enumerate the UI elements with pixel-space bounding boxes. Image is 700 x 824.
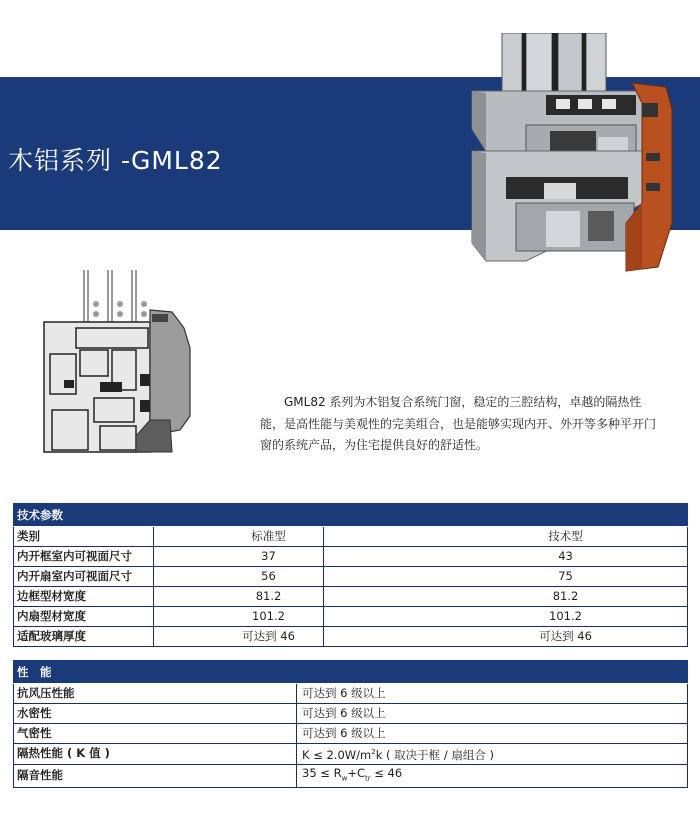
table-row <box>14 744 688 765</box>
row-label: 内开框室内可视面尺寸 <box>14 547 154 567</box>
table-row <box>14 684 688 704</box>
row-label: 气密性 <box>14 724 297 744</box>
tech-params-table <box>13 503 688 647</box>
row-label: 水密性 <box>14 704 297 724</box>
cell: 81.2 <box>154 587 324 607</box>
cell: 可达到 46 <box>154 627 324 647</box>
column-header: 类别 <box>14 527 154 547</box>
cell: 37 <box>154 547 324 567</box>
superscript: 2 <box>371 748 376 756</box>
row-label: 抗风压性能 <box>14 684 297 704</box>
cell: 可达到 46 <box>324 627 688 647</box>
table-row <box>14 764 688 787</box>
cell <box>297 764 688 787</box>
cell: 56 <box>154 567 324 587</box>
column-header: 技术型 <box>324 527 688 547</box>
hero-profile-image <box>466 33 700 283</box>
performance-table <box>13 660 688 788</box>
cell: 101.2 <box>324 607 688 627</box>
row-label: 内扇型材宽度 <box>14 607 154 627</box>
table-row <box>14 527 688 547</box>
row-label: 适配玻璃厚度 <box>14 627 154 647</box>
cell-text: +C <box>347 765 365 780</box>
description-text: GML82 系列为木铝复合系统门窗，稳定的三腔结构，卓越的隔热性能，是高性能与美观性的完美组合，也是能够实现内开、外开等多种平开门窗的系统产品，为住宅提供良好的舒适性。 <box>260 395 657 452</box>
cell: 可达到 6 级以上 <box>297 684 688 704</box>
table-header <box>14 504 688 527</box>
cell: 101.2 <box>154 607 324 627</box>
cell-text: 35 ≤ R <box>302 765 342 780</box>
table-row <box>14 547 688 567</box>
row-label: 边框型材宽度 <box>14 587 154 607</box>
cell-text: k ( 取决于框 / 扇组合 ) <box>375 747 494 762</box>
row-label: 隔热性能 ( K 值 ) <box>14 744 297 765</box>
table-row <box>14 607 688 627</box>
cell: 可达到 6 级以上 <box>297 704 688 724</box>
table-row <box>14 587 688 607</box>
row-label: 隔音性能 <box>14 764 297 787</box>
subscript: w <box>341 774 348 783</box>
cell: 81.2 <box>324 587 688 607</box>
cross-section-drawing <box>40 270 200 470</box>
subscript: tr <box>364 774 371 783</box>
cell-text: ≤ 46 <box>370 765 403 780</box>
cell: 可达到 6 级以上 <box>297 724 688 744</box>
tech-table-title: 技术参数 <box>14 504 688 527</box>
column-header: 标准型 <box>154 527 324 547</box>
table-row <box>14 567 688 587</box>
table-row <box>14 704 688 724</box>
table-header <box>14 661 688 684</box>
page-title: 木铝系列 -GML82 <box>8 146 223 175</box>
table-row <box>14 627 688 647</box>
perf-table-title: 性 能 <box>14 661 688 684</box>
table-row <box>14 724 688 744</box>
cell: 43 <box>324 547 688 567</box>
row-label: 内开扇室内可视面尺寸 <box>14 567 154 587</box>
cell-text: K ≤ 2.0W/m <box>302 747 372 762</box>
cell <box>297 744 688 765</box>
cell: 75 <box>324 567 688 587</box>
product-description <box>260 392 660 457</box>
